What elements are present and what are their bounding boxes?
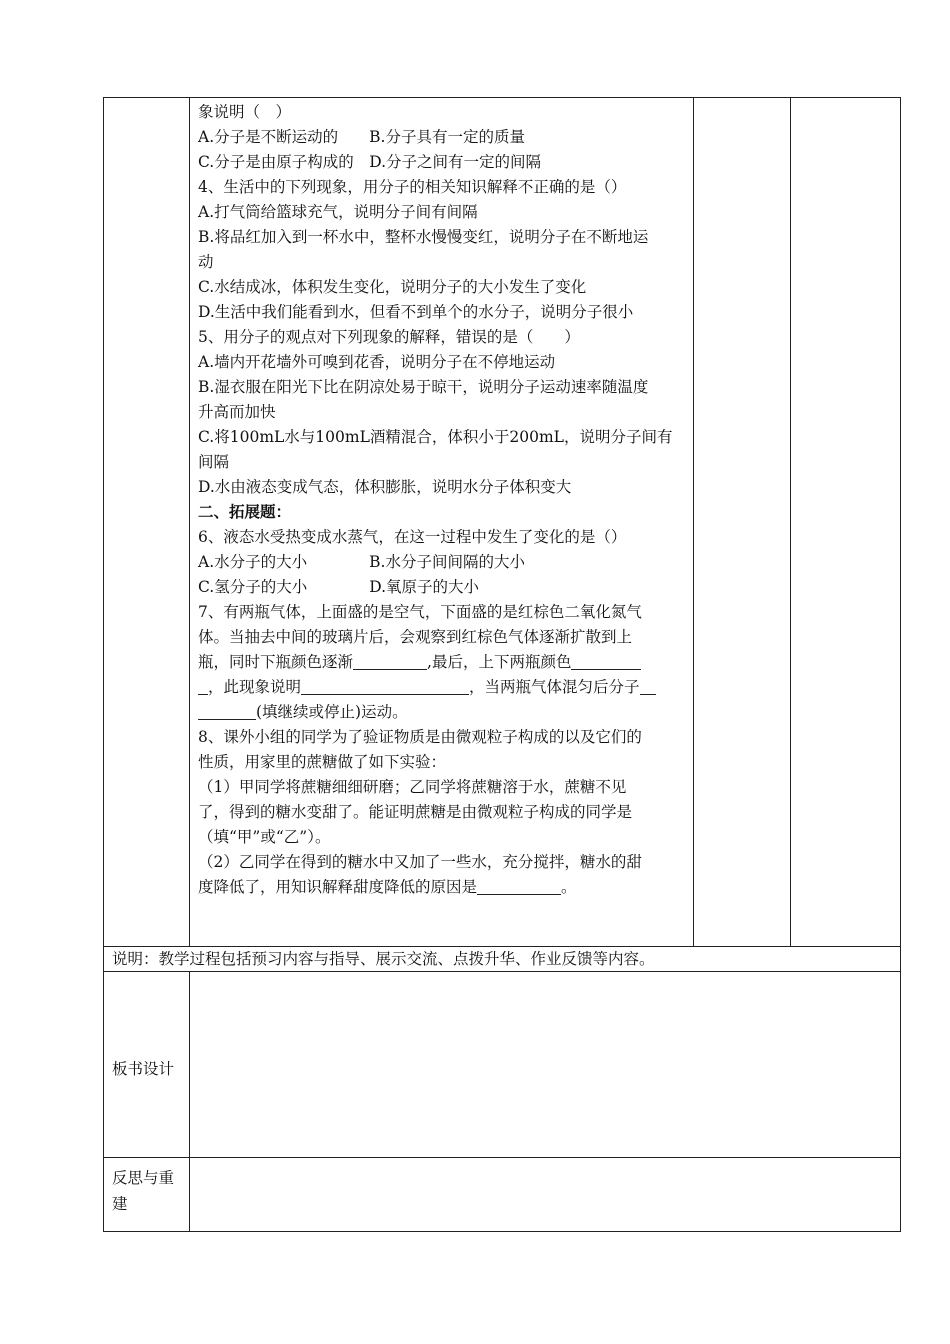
text-segment: (填继续或停止)运动。 [256,703,408,721]
text-line: D.水由液态变成气态，体积膨胀，说明水分子体积变大 [198,478,572,496]
text-line: 体。当抽去中间的玻璃片后，会观察到红棕色气体逐渐扩散到上 [198,628,633,646]
lower-column-divider [189,971,190,1232]
text-line: A.墙内开花墙外可嗅到花香，说明分子在不停地运动 [198,353,556,371]
text-segment: ,最后，上下两瓶颜色 [427,653,572,671]
text-line: C.氢分子的大小 D.氧原子的大小 [198,578,480,596]
fill-blank-line [198,700,408,725]
fill-blank-line [198,875,577,900]
column-divider-3 [790,97,791,947]
text-line: 间隔 [198,453,230,471]
text-line: C.水结成冰，体积发生变化，说明分子的大小发生了变化 [198,278,587,296]
text-segment: 瓶，同时下瓶颜色逐渐 [198,653,354,671]
table-left-border [103,97,104,1232]
answer-blank [198,703,256,720]
text-line: A.打气筒给篮球充气，说明分子间有间隔 [198,203,478,221]
text-line: 动 [198,253,214,271]
text-segment: ，当两瓶气体混匀后分子 [469,678,640,696]
column-divider-2 [693,97,694,947]
text-line: 4、生活中的下列现象，用分子的相关知识解释不正确的是（） [198,178,627,196]
table-top-border [103,97,901,98]
fill-blank-line [198,675,656,700]
text-line: 8、课外小组的同学为了验证物质是由微观粒子构成的以及它们的 [198,728,642,746]
board-design-label: 板书设计 [112,1060,175,1078]
text-segment: 。 [561,878,577,896]
row-divider-3 [103,1157,901,1158]
text-line: 5、用分子的观点对下列现象的解释，错误的是（ ） [198,328,580,346]
column-divider-1 [189,97,190,947]
fill-blank-line [198,650,641,675]
reflection-label-line2: 建 [112,1195,128,1213]
text-line: A.分子是不断运动的 B.分子具有一定的质量 [198,128,525,146]
text-line: C.将100mL水与100mL酒精混合，体积小于200mL，说明分子间有 [198,428,673,446]
text-line: B.湿衣服在阳光下比在阴凉处易于晾干，说明分子运动速率随温度 [198,378,649,396]
text-segment: ，此现象说明 [208,678,302,696]
answer-blank [640,678,656,695]
answer-blank [301,678,469,695]
text-line: 6、液态水受热变成水蒸气，在这一过程中发生了变化的是（） [198,528,627,546]
answer-blank [571,653,641,670]
text-line: 7、有两瓶气体，上面盛的是空气，下面盛的是红棕色二氧化氮气 [198,603,642,621]
text-line: （2）乙同学在得到的糖水中又加了一些水，充分搅拌，糖水的甜 [198,853,642,871]
text-line: A.水分子的大小 B.水分子间间隔的大小 [198,553,525,571]
table-right-border [900,97,901,1232]
text-line: 了，得到的糖水变甜了。能证明蔗糖是由微观粒子构成的同学是 [198,803,633,821]
text-line: B.将品红加入到一杯水中，整杯水慢慢变红，说明分子在不断地运 [198,228,649,246]
table-bottom-border [103,1231,901,1232]
text-line: C.分子是由原子构成的 D.分子之间有一定的间隔 [198,153,542,171]
text-line: （1）甲同学将蔗糖细细研磨；乙同学将蔗糖溶于水，蔗糖不见 [198,778,627,796]
reflection-label: 反思与重 [112,1169,175,1187]
text-segment: 度降低了，用知识解释甜度降低的原因是 [198,878,478,896]
text-line: （填“甲”或“乙”）。 [198,828,331,846]
text-line: 性质，用家里的蔗糖做了如下实验： [198,753,447,771]
text-line: 象说明（ ） [198,103,292,121]
text-line: D.生活中我们能看到水，但看不到单个的水分子，说明分子很小 [198,303,634,321]
answer-blank [477,878,561,895]
text-line: 升高而加快 [198,403,276,421]
note-text: 说明：教学过程包括预习内容与指导、展示交流、点拨升华、作业反馈等内容。 [112,950,655,968]
section-heading: 二、拓展题： [198,502,292,521]
answer-blank [198,678,208,695]
answer-blank [353,653,427,670]
